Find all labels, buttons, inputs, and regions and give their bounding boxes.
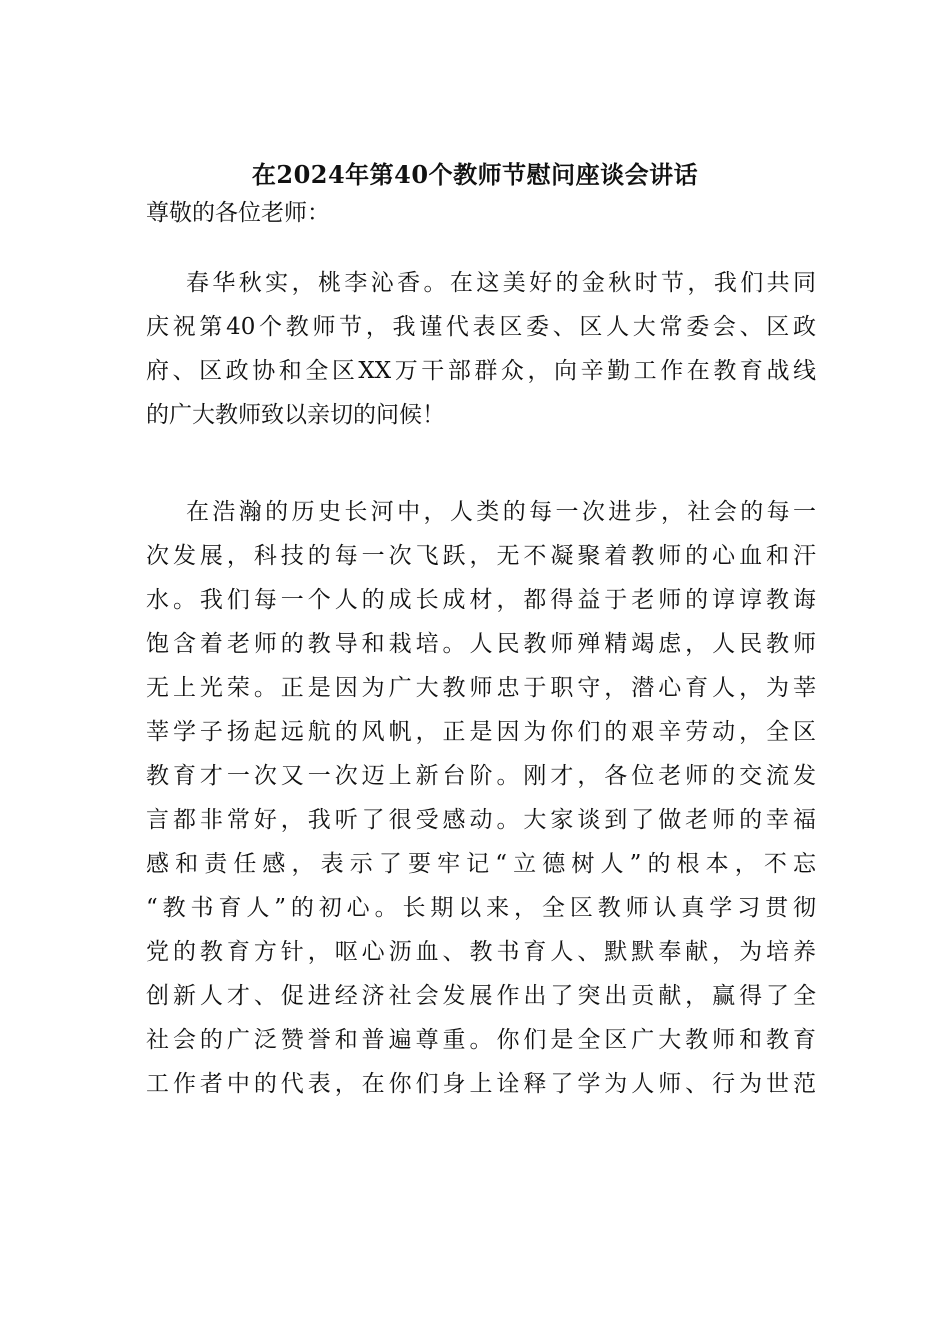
paragraph-line: 言都非常好，我听了很受感动。大家谈到了做老师的幸福	[146, 807, 816, 833]
paragraph-line: 春华秋实，桃李沁香。在这美好的金秋时节，我们共同	[186, 270, 816, 296]
paragraph-line: 的广大教师致以亲切的问候！	[146, 402, 445, 428]
paragraph-line: 饱含着老师的教导和栽培。人民教师殚精竭虑，人民教师	[146, 631, 816, 657]
paragraph-line: 社会的广泛赞誉和普遍尊重。你们是全区广大教师和教育	[146, 1027, 816, 1053]
paragraph-line: 莘学子扬起远航的风帆，正是因为你们的艰辛劳动，全区	[146, 719, 816, 745]
document-title: 在2024年第40个教师节慰问座谈会讲话	[251, 160, 699, 189]
paragraph-line: 感和责任感，表示了要牢记“立德树人”的根本，不忘	[146, 851, 816, 877]
paragraph-line: 党的教育方针，呕心沥血、教书育人、默默奉献，为培养	[146, 939, 816, 965]
paragraph-1	[146, 261, 816, 437]
paragraph-line: 府、区政协和全区XX万干部群众，向辛勤工作在教育战线	[146, 358, 816, 384]
paragraph-line: 工作者中的代表，在你们身上诠释了学为人师、行为世范	[146, 1071, 816, 1097]
paragraph-2	[146, 490, 816, 1106]
paragraph-line: 水。我们每一个人的成长成材，都得益于老师的谆谆教诲	[146, 587, 816, 613]
salutation: 尊敬的各位老师：	[146, 200, 330, 226]
paragraph-line: 创新人才、促进经济社会发展作出了突出贡献，赢得了全	[146, 983, 816, 1009]
paragraph-line: 无上光荣。正是因为广大教师忠于职守，潜心育人，为莘	[146, 675, 816, 701]
paragraph-line: “教书育人”的初心。长期以来，全区教师认真学习贯彻	[146, 895, 816, 921]
paragraph-line: 在浩瀚的历史长河中，人类的每一次进步，社会的每一	[186, 499, 816, 525]
paragraph-line: 教育才一次又一次迈上新台阶。刚才，各位老师的交流发	[146, 763, 816, 789]
paragraph-line: 庆祝第40个教师节，我谨代表区委、区人大常委会、区政	[146, 314, 816, 340]
paragraph-line: 次发展，科技的每一次飞跃，无不凝聚着教师的心血和汗	[146, 543, 816, 569]
